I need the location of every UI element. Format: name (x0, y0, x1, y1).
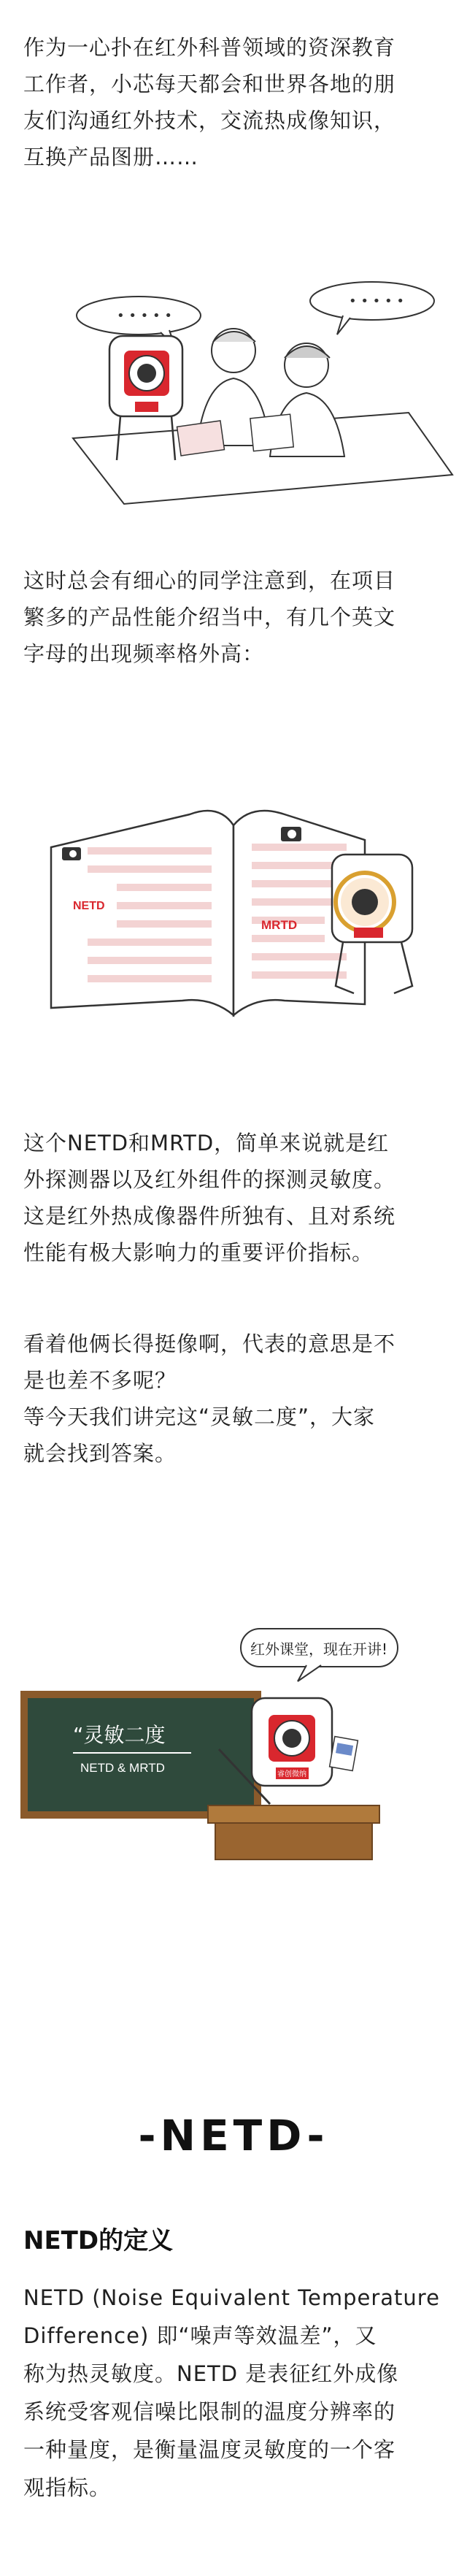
definition-line: 称为热灵敏度。NETD 是表征红外成像 (23, 2361, 399, 2386)
desk-body (215, 1823, 372, 1860)
svg-text:• • • • •: • • • • • (117, 308, 172, 324)
classroom-illustration (0, 1621, 467, 1862)
intro-paragraph (23, 29, 447, 175)
brochure (250, 414, 293, 451)
bubble-text: 红外课堂，现在开讲! (250, 1640, 388, 1658)
question-paragraph (23, 1326, 447, 1472)
explain-line: 这个NETD和MRTD，简单来说就是红 (23, 1131, 390, 1155)
explain-line: 外探测器以及红外组件的探测灵敏度。 (23, 1167, 396, 1192)
desk-top (208, 1805, 379, 1823)
board-subtitle: NETD & MRTD (80, 1761, 165, 1775)
explain-line: 这是红外热成像器件所独有、且对系统 (23, 1204, 396, 1228)
intro-line: 工作者，小芯每天都会和世界各地的朋 (23, 72, 396, 96)
intro-line: 互换产品图册…… (23, 145, 199, 169)
book-label-mrtd: MRTD (261, 918, 298, 932)
definition-line: 系统受客观信噪比限制的温度分辨率的 (23, 2399, 396, 2424)
mascot-badge: 睿创微纳 (277, 1770, 306, 1778)
question-line: 是也差不多呢？ (23, 1368, 177, 1393)
section-heading: -NETD- (138, 2111, 329, 2160)
book-label-netd: NETD (73, 900, 105, 912)
intro-line: 友们沟通红外技术，交流热成像知识， (23, 108, 396, 133)
camera-icon (62, 847, 81, 860)
observe-paragraph (23, 562, 447, 672)
definition-line: 一种量度，是衡量温度灵敏度的一个客 (23, 2437, 396, 2462)
definition-line: 观指标。 (23, 2475, 112, 2500)
intro-line: 作为一心扑在红外科普领域的资深教育 (23, 35, 396, 60)
camera-icon (281, 827, 301, 841)
question-line: 就会找到答案。 (23, 1441, 177, 1466)
book-left-page (51, 811, 234, 1015)
question-line: 等今天我们讲完这“灵敏二度”，大家 (23, 1404, 376, 1429)
meeting-illustration (0, 256, 467, 511)
book-illustration (0, 745, 467, 1023)
definition-line: NETD (Noise Equivalent Temperature (23, 2285, 440, 2310)
explain-line: 性能有极大影响力的重要评价指标。 (23, 1240, 374, 1265)
definition-line: Difference) 即“噪声等效温差”，又 (23, 2323, 377, 2348)
definition-title: NETD的定义 (23, 2226, 174, 2255)
svg-text:• • • • •: • • • • • (349, 294, 404, 309)
explain-paragraph (23, 1125, 447, 1271)
brochure (177, 421, 225, 456)
observe-line: 繁多的产品性能介绍当中，有几个英文 (23, 605, 396, 630)
question-line: 看着他俩长得挺像啊，代表的意思是不 (23, 1331, 396, 1356)
chalkboard (28, 1698, 254, 1811)
observe-line: 这时总会有细心的同学注意到，在项目 (23, 568, 396, 593)
definition-paragraph (23, 2279, 447, 2507)
observe-line: 字母的出现频率格外高： (23, 641, 265, 666)
mascot-teacher (252, 1698, 358, 1786)
board-title: “灵敏二度 (73, 1723, 166, 1747)
